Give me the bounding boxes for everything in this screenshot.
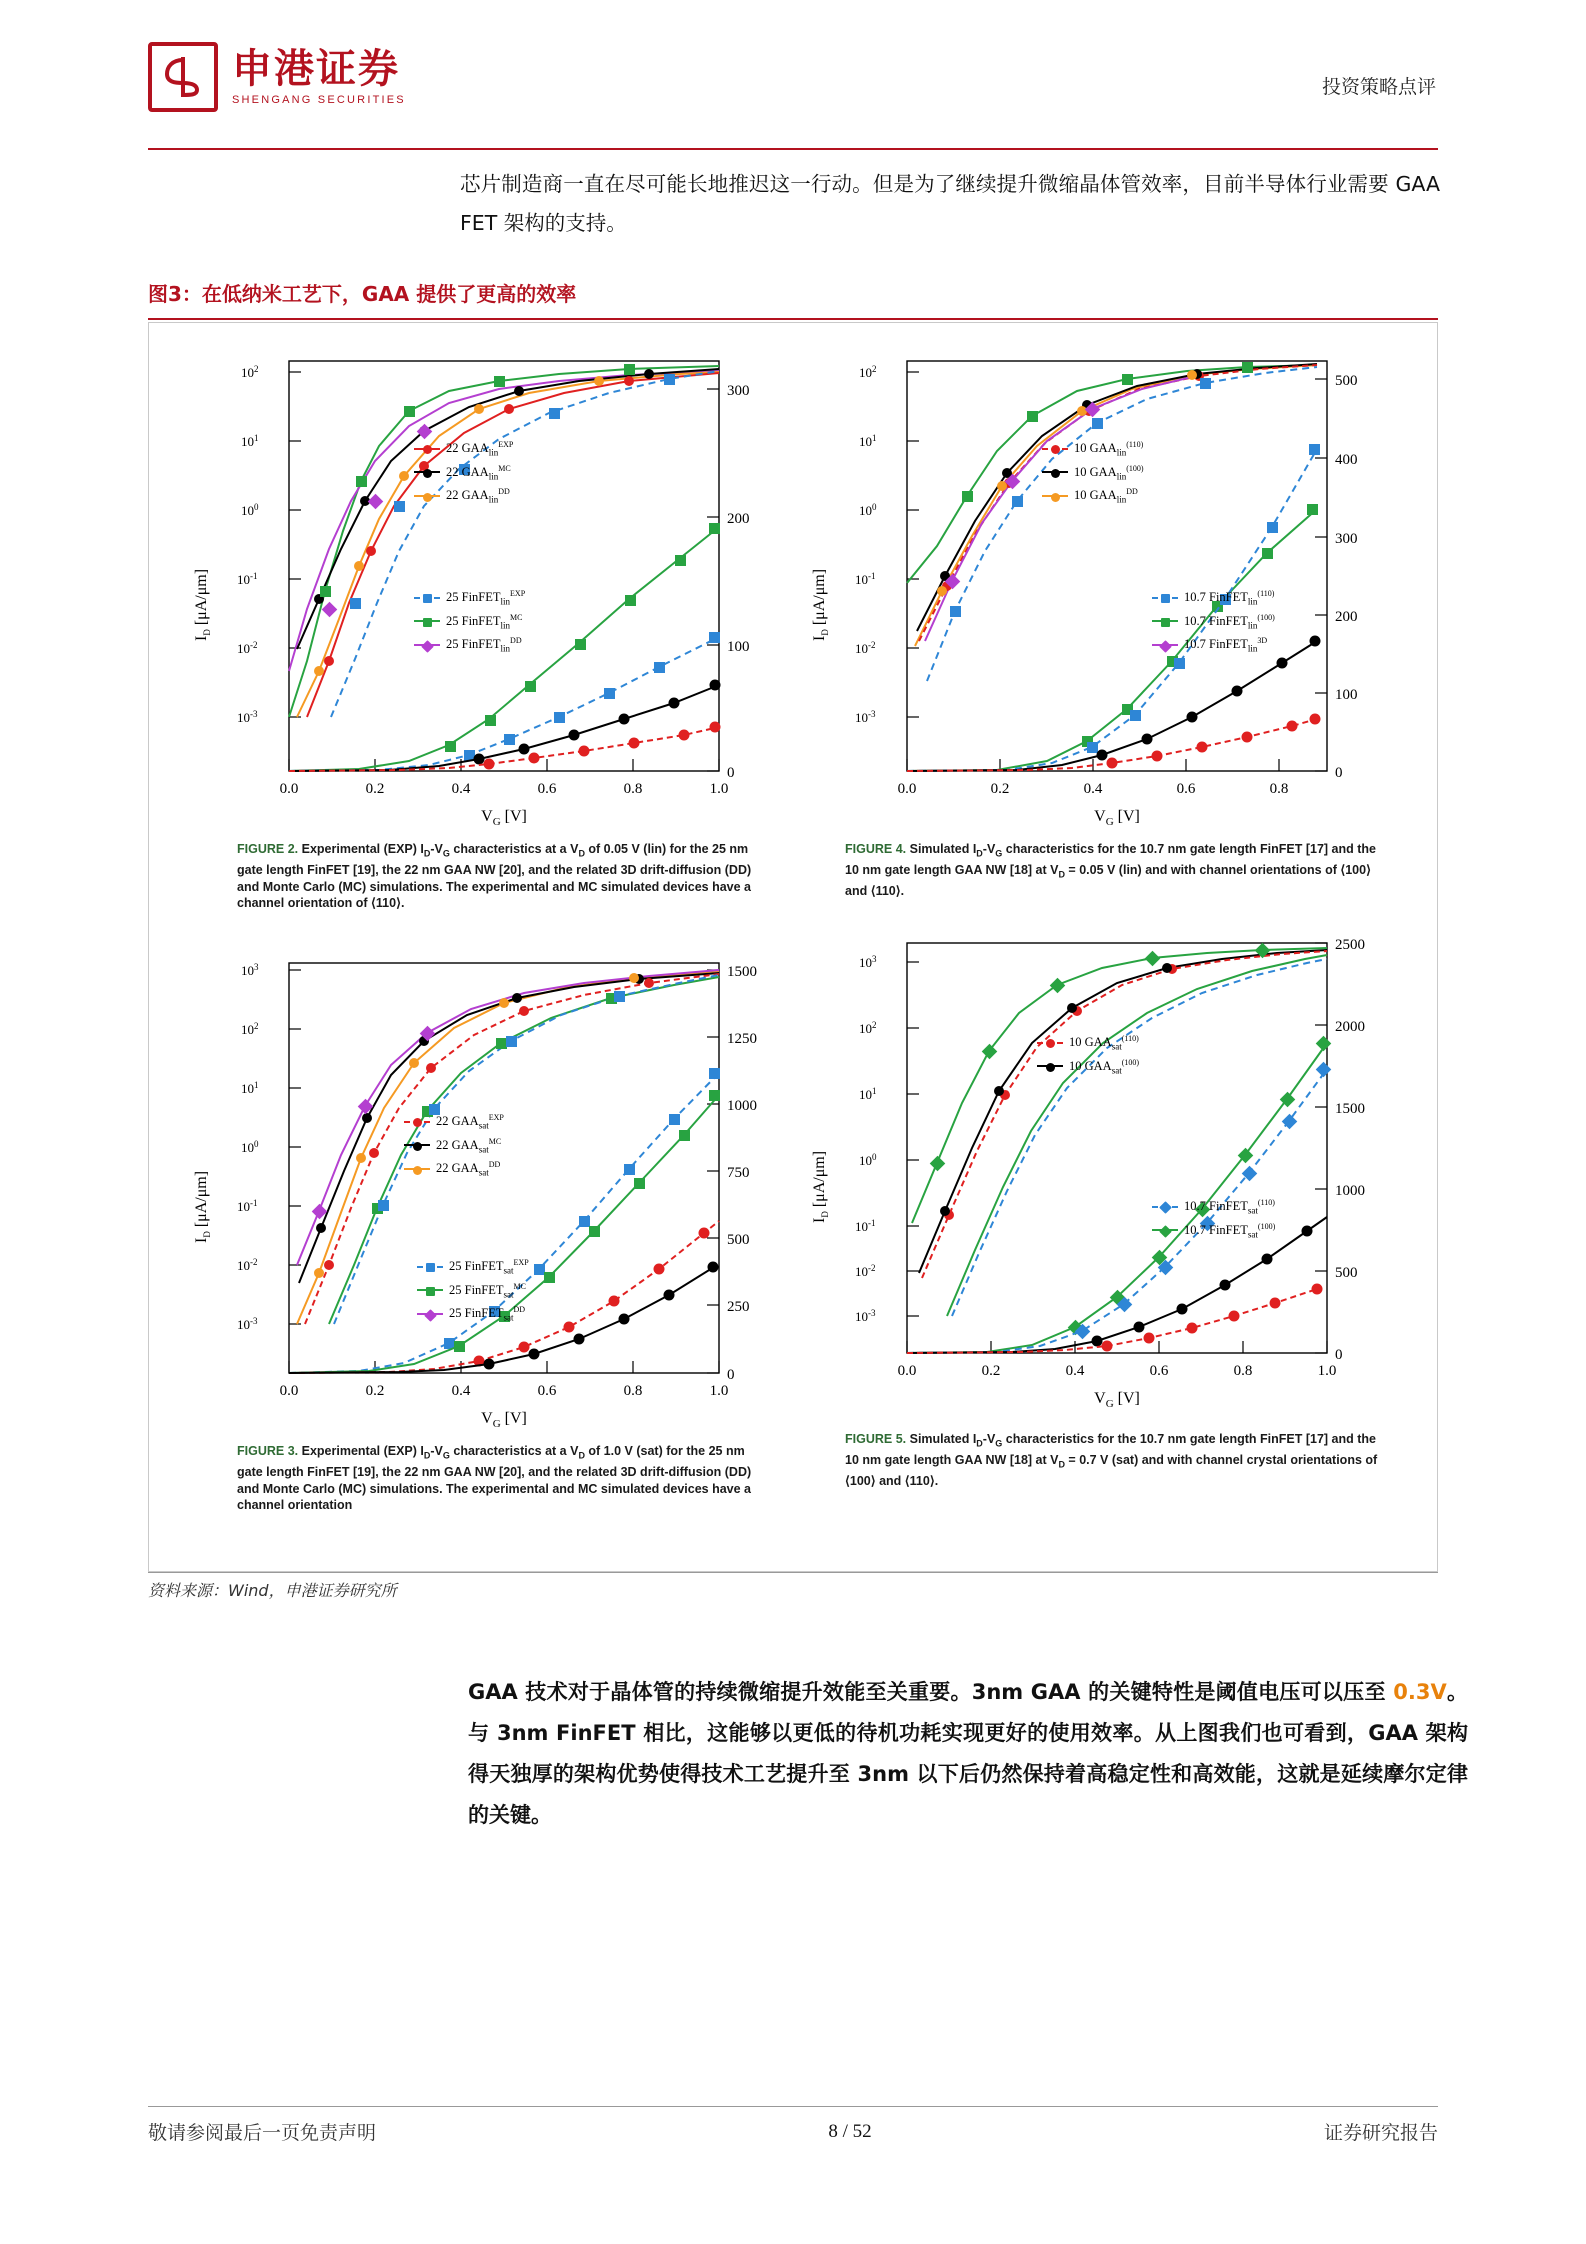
svg-text:0.6: 0.6 [537, 1383, 557, 1399]
legend-entry: 25 FinFET$_{lin}^{DD}$ [414, 633, 525, 657]
figure5-caption: FIGURE 5. Simulated $I_D-V_G$ characteristics for the 10.7 nm gate length FinFET [17] and the 10 nm gate length GAA NW [18] at $V_D = 0.7$ V (sat) and with channel crystal orientations of ⟨100⟩ and ⟨110⟩. [845, 1432, 1378, 1488]
chart-figure3 [179, 943, 799, 1563]
svg-text:500: 500 [727, 1232, 750, 1248]
svg-text:VG [V]: $V_G$ [V] [481, 808, 527, 828]
svg-text:101: $10^1$ [859, 433, 877, 449]
figure3-plot [179, 943, 799, 1443]
svg-text:100: 100 [1335, 687, 1358, 703]
svg-text:VG [V]: $V_G$ [V] [1094, 808, 1140, 828]
svg-text:100: $10^0$ [859, 502, 877, 518]
svg-text:0.0: 0.0 [279, 1383, 299, 1399]
svg-text:0: 0 [727, 765, 735, 781]
svg-text:0.2: 0.2 [365, 1383, 385, 1399]
figure2-ylabel: $I_D$ [μA/μm] [193, 568, 213, 641]
legend-entry: 10 $GAA_{lin}^{DD}$ [1042, 484, 1144, 508]
svg-text:0.0: 0.0 [897, 1363, 917, 1379]
legend-entry: 10 $GAA_{sat}^{(100)}$ [1037, 1055, 1139, 1079]
svg-text:2500: 2500 [1335, 937, 1365, 953]
legend-entry: 10.7 FinFET$_{sat}^{(100)}$ [1152, 1219, 1275, 1243]
svg-text:1000: 1000 [1335, 1183, 1365, 1199]
source-divider [148, 1572, 1438, 1573]
svg-text:0.0: 0.0 [897, 781, 917, 797]
chart-figure2 [179, 341, 799, 951]
logo-mark-icon [148, 42, 218, 112]
legend-entry: 25 FinFET$_{lin}^{MC}$ [414, 610, 525, 634]
legend-entry: 22 $GAA_{lin}^{EXP}$ [414, 437, 513, 461]
svg-text:1.0: 1.0 [709, 781, 729, 797]
figure5-plot [797, 923, 1417, 1423]
legend-entry: 10.7 FinFET$_{lin}^{(100)}$ [1152, 610, 1275, 634]
svg-text:500: 500 [1335, 373, 1358, 389]
svg-text:1500: 1500 [727, 964, 757, 980]
svg-text:250: 250 [727, 1299, 750, 1315]
svg-text:101: $10^1$ [241, 433, 259, 449]
figure5-legend-gaa [1037, 1031, 1139, 1078]
page-header [0, 0, 1586, 150]
legend-entry: 25 FinFET$_{lin}^{EXP}$ [414, 586, 525, 610]
svg-text:2000: 2000 [1335, 1019, 1365, 1035]
svg-text:100: $10^0$ [859, 1152, 877, 1168]
header-divider [148, 148, 1438, 150]
conclusion-highlight: 0.3V [1393, 1680, 1447, 1704]
figure-source: 资料来源：Wind，申港证券研究所 [148, 1581, 397, 1600]
svg-text:10-3: $10^{-3}$ [855, 1308, 876, 1324]
intro-paragraph: 芯片制造商一直在尽可能长地推迟这一行动。但是为了继续提升微缩晶体管效率，目前半导体行业需要 GAA FET 架构的支持。 [460, 172, 1440, 235]
svg-text:100: $10^0$ [241, 1139, 259, 1155]
svg-text:10-2: $10^{-2}$ [237, 1257, 258, 1273]
logo-text-cn: 申港证券 [232, 46, 400, 92]
figure-title-divider [148, 318, 1438, 320]
svg-text:500: 500 [1335, 1265, 1358, 1281]
svg-text:0.6: 0.6 [537, 781, 557, 797]
figure4-ylabel: $I_D$ [μA/μm] [811, 568, 831, 641]
svg-text:0.2: 0.2 [981, 1363, 1001, 1379]
figure4-caption: FIGURE 4. Simulated $I_D-V_G$ characteristics for the 10.7 nm gate length FinFET [17] and the 10 nm gate length GAA NW [18] at $V_D = 0.05$ V (lin) and with channel orientations of ⟨100⟩ and ⟨110⟩. [845, 842, 1377, 898]
svg-text:1.0: 1.0 [1317, 1363, 1337, 1379]
svg-text:10-3: $10^{-3}$ [237, 1316, 258, 1332]
svg-text:10-3: $10^{-3}$ [237, 709, 258, 725]
conclusion-seg1: GAA 技术对于晶体管的持续微缩提升效能至关重要。3nm GAA 的关键特性是阈值电压可以压至 [468, 1680, 1394, 1704]
svg-text:0.8: 0.8 [1233, 1363, 1253, 1379]
svg-text:0.6: 0.6 [1149, 1363, 1169, 1379]
svg-text:102: $10^2$ [241, 1021, 259, 1037]
figure4-legend-finfet [1152, 586, 1275, 657]
svg-text:0: 0 [727, 1367, 735, 1383]
svg-text:1000: 1000 [727, 1098, 757, 1114]
svg-text:10-1: $10^{-1}$ [855, 1218, 876, 1234]
footer-report-label: 证券研究报告 [1323, 2122, 1438, 2144]
svg-text:102: $10^2$ [859, 1020, 877, 1036]
svg-text:200: 200 [727, 511, 750, 527]
svg-text:300: 300 [727, 383, 750, 399]
svg-text:0.8: 0.8 [623, 781, 643, 797]
footer-disclaimer: 敬请参阅最后一页免责声明 [148, 2122, 377, 2144]
svg-text:0.8: 0.8 [623, 1383, 643, 1399]
svg-text:1500: 1500 [1335, 1101, 1365, 1117]
legend-entry: 10.7 FinFET$_{sat}^{(110)}$ [1152, 1195, 1275, 1219]
legend-entry: 25 FinFET$_{sat}^{MC}$ [417, 1279, 529, 1303]
legend-entry: 22 $GAA_{lin}^{MC}$ [414, 461, 513, 485]
figure-title: 图3：在低纳米工艺下，GAA 提供了更高的效率 [148, 282, 577, 306]
legend-entry: 25 FinFET$_{sat}^{EXP}$ [417, 1255, 529, 1279]
page-number: 8 / 52 [828, 2120, 872, 2142]
svg-text:0.4: 0.4 [451, 781, 471, 797]
figure2-legend-gaa [414, 437, 513, 508]
svg-text:103: $10^3$ [241, 962, 259, 978]
footer-divider [148, 2106, 1438, 2107]
svg-text:10-2: $10^{-2}$ [855, 1263, 876, 1279]
figure3-legend-gaa [404, 1110, 504, 1181]
svg-text:0.6: 0.6 [1176, 781, 1196, 797]
svg-text:1.0: 1.0 [709, 1383, 729, 1399]
svg-text:10-2: $10^{-2}$ [855, 640, 876, 656]
svg-text:0.4: 0.4 [451, 1383, 471, 1399]
legend-entry: 25 FinFET$_{sat}^{DD}$ [417, 1302, 529, 1326]
figure3-caption: FIGURE 3. Experimental (EXP) $I_D-V_G$ characteristics at a $V_D$ of 1.0 V (sat) for the 25 nm gate length FinFET [19], the 22 nm GAA NW [20], and the related 3D drift-diffusion (DD) and Monte Carlo (MC) simulations. The experimental and MC simulated devices have a channel orientation [237, 1444, 752, 1512]
legend-entry: 10 $GAA_{lin}^{(110)}$ [1042, 437, 1144, 461]
legend-entry: 10.7 FinFET$_{lin}^{3D}$ [1152, 633, 1275, 657]
svg-text:VG [V]: $V_G$ [V] [481, 1410, 527, 1430]
svg-text:1250: 1250 [727, 1031, 757, 1047]
svg-text:400: 400 [1335, 452, 1358, 468]
figure4-legend-gaa [1042, 437, 1144, 508]
svg-text:100: $10^0$ [241, 502, 259, 518]
conclusion-paragraph [468, 1672, 1468, 1836]
svg-text:100: 100 [727, 639, 750, 655]
figure3-ylabel: $I_D$ [μA/μm] [193, 1170, 213, 1243]
svg-text:0: 0 [1335, 765, 1343, 781]
chart-figure4 [797, 341, 1417, 951]
figure3-legend-finfet [417, 1255, 529, 1326]
svg-text:103: $10^3$ [859, 954, 877, 970]
svg-text:0.4: 0.4 [1083, 781, 1103, 797]
figure5-ylabel: $I_D$ [μA/μm] [811, 1150, 831, 1223]
svg-text:0.8: 0.8 [1269, 781, 1289, 797]
logo-text-en: SHENGANG SECURITIES [232, 94, 406, 106]
svg-text:0: 0 [1335, 1347, 1343, 1363]
svg-text:200: 200 [1335, 609, 1358, 625]
svg-text:10-3: $10^{-3}$ [855, 709, 876, 725]
svg-text:0.2: 0.2 [990, 781, 1010, 797]
svg-text:300: 300 [1335, 531, 1358, 547]
legend-entry: 22 $GAA_{lin}^{DD}$ [414, 484, 513, 508]
svg-text:0.4: 0.4 [1065, 1363, 1085, 1379]
chart-figure5 [797, 923, 1417, 1563]
figure2-caption: FIGURE 2. Experimental (EXP) $I_D-V_G$ characteristics at a $V_D$ of 0.05 V (lin) for the 25 nm gate length FinFET [19], the 22 nm GAA NW [20], and the related 3D drift-diffusion (DD) and Monte Carlo (MC) simulations. The experimental and MC simulated devices have a channel orientation of ⟨110⟩. [237, 842, 752, 910]
svg-text:0.2: 0.2 [365, 781, 385, 797]
svg-text:101: $10^1$ [241, 1080, 259, 1096]
svg-text:0.0: 0.0 [279, 781, 299, 797]
company-logo [148, 42, 406, 112]
svg-text:10-1: $10^{-1}$ [237, 571, 258, 587]
legend-entry: 22 $GAA_{sat}^{EXP}$ [404, 1110, 504, 1134]
conclusion-seg2: 。与 3nm FinFET 相比，这能够以更低的待机功耗实现更好的使用效率。从上图我们也可看到，GAA 架构得天独厚的架构优势使得技术工艺提升至 3nm 以下后仍然保持着高稳定性和高效能，这就是延续摩尔定律的关键。 [468, 1680, 1469, 1827]
figure2-legend-finfet [414, 586, 525, 657]
legend-entry: 10 $GAA_{sat}^{(110)}$ [1037, 1031, 1139, 1055]
legend-entry: 22 $GAA_{sat}^{DD}$ [404, 1157, 504, 1181]
header-report-type: 投资策略点评 [1321, 76, 1436, 98]
figure4-plot [797, 341, 1417, 841]
svg-text:VG [V]: $V_G$ [V] [1094, 1390, 1140, 1410]
figure-container [148, 322, 1438, 1572]
shengang-mark-svg [161, 55, 205, 99]
svg-text:102: $10^2$ [859, 364, 877, 380]
svg-text:102: $10^2$ [241, 364, 259, 380]
svg-text:10-1: $10^{-1}$ [237, 1198, 258, 1214]
page-footer [148, 2118, 1438, 2145]
svg-text:750: 750 [727, 1165, 750, 1181]
svg-text:101: $10^1$ [859, 1086, 877, 1102]
legend-entry: 22 $GAA_{sat}^{MC}$ [404, 1134, 504, 1158]
svg-text:10-2: $10^{-2}$ [237, 640, 258, 656]
figure5-legend-finfet [1152, 1195, 1275, 1242]
legend-entry: 10.7 FinFET$_{lin}^{(110)}$ [1152, 586, 1275, 610]
legend-entry: 10 $GAA_{lin}^{(100)}$ [1042, 461, 1144, 485]
svg-text:10-1: $10^{-1}$ [855, 571, 876, 587]
